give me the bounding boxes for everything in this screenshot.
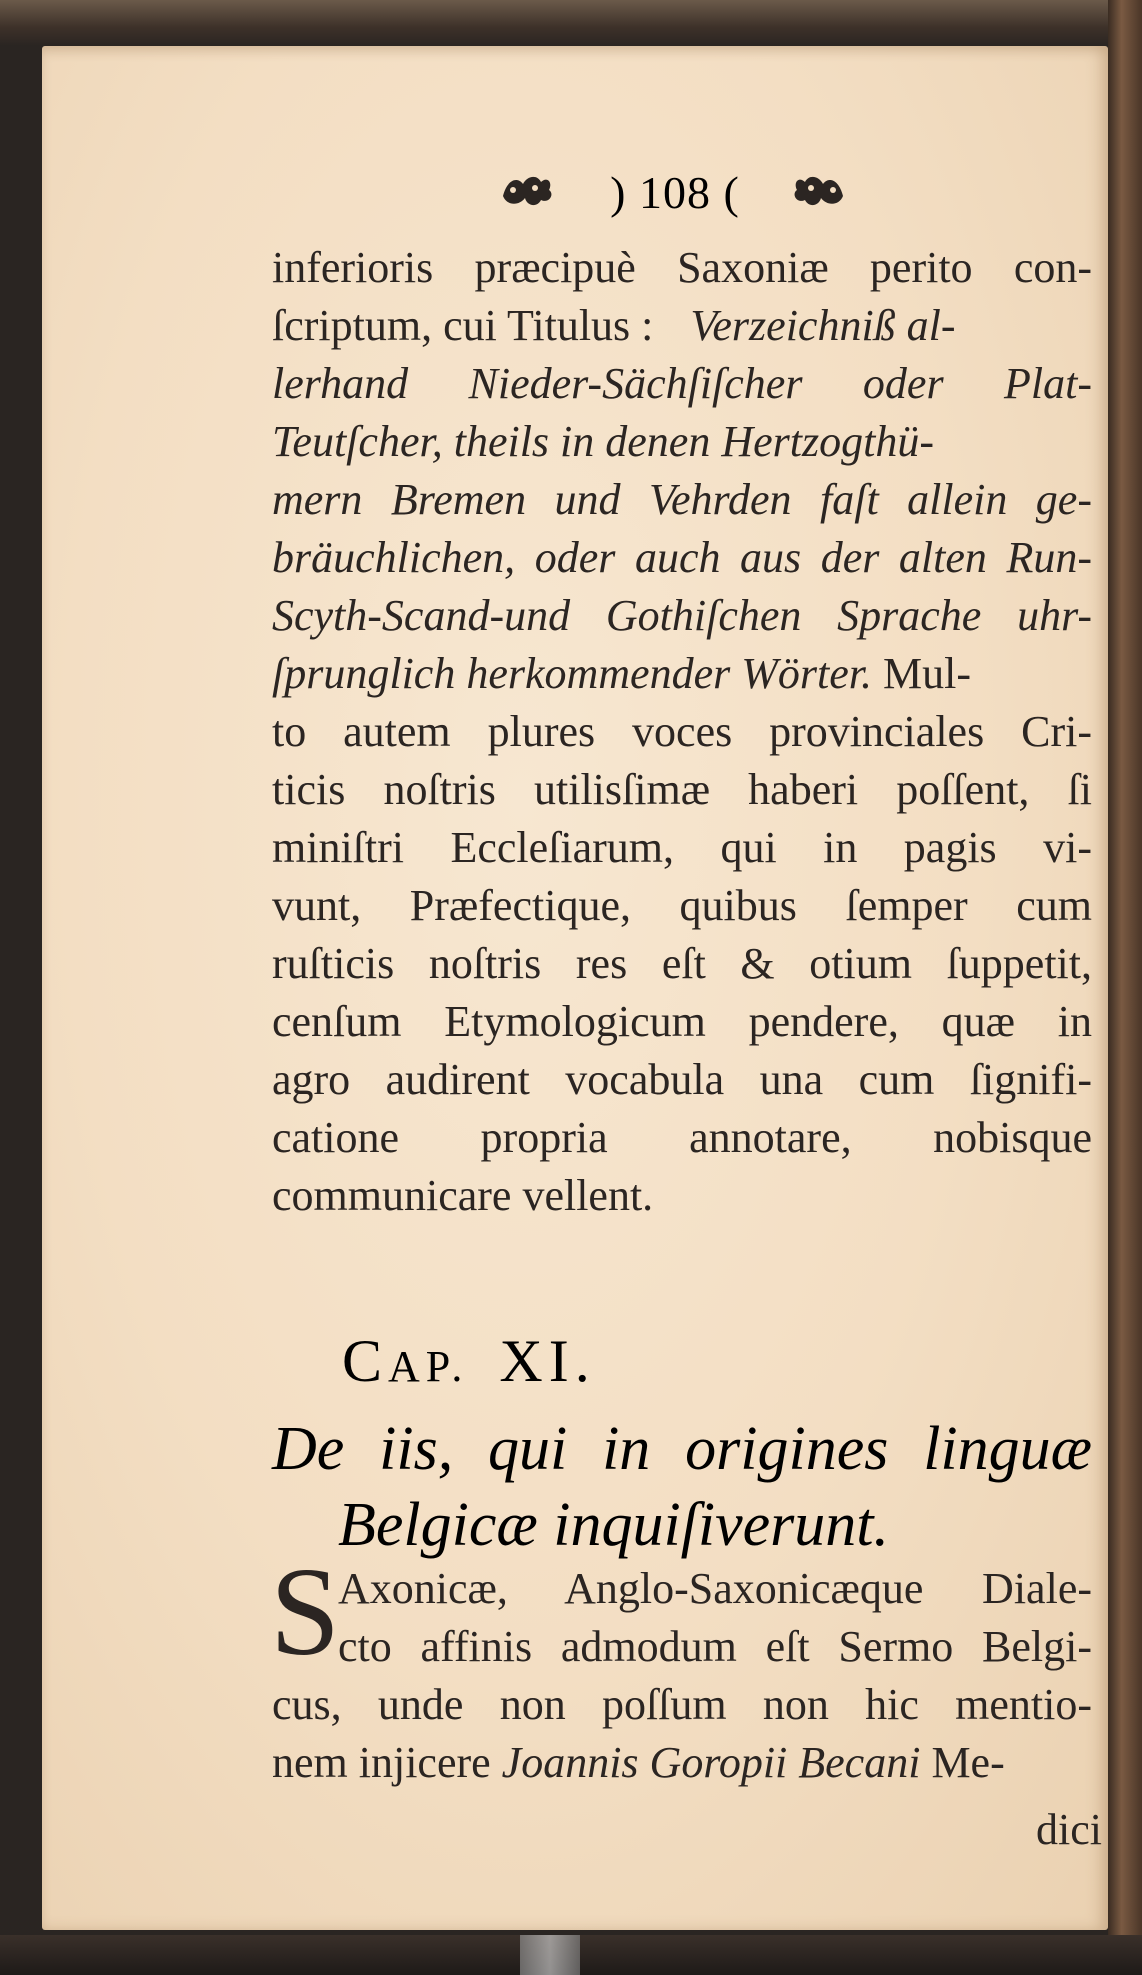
text-line: cto affinis admodum eſt Sermo Belgi- xyxy=(338,1622,1092,1671)
chapter-number: XI. xyxy=(499,1328,596,1394)
text-line-italic: lerhand Nieder-Sächſiſcher oder Plat- xyxy=(272,359,1092,408)
book-page xyxy=(42,46,1108,1930)
text-line: vunt, Præfectique, quibus ſemper cum xyxy=(272,881,1092,930)
chapter-cap-rest: AP. xyxy=(388,1342,469,1391)
text-line-italic: bräuchlichen, oder auch aus der alten Run- xyxy=(272,533,1092,582)
catchword: dici xyxy=(1036,1805,1102,1854)
book-top-edge xyxy=(0,0,1142,46)
text-line: miniſtri Eccleſiarum, qui in pagis vi- xyxy=(272,823,1092,872)
text-line: agro audirent vocabula una cum ſignifi- xyxy=(272,1055,1092,1104)
title-italic-span: Verzeichniß al- xyxy=(690,301,956,350)
author-italic-span: Joannis Goropii Becani xyxy=(501,1738,921,1787)
drop-cap: S xyxy=(270,1543,341,1682)
text-line xyxy=(272,297,1092,355)
text-line-italic: mern Bremen und Vehrden faſt allein ge- xyxy=(272,475,1092,524)
text-line-italic xyxy=(272,413,1092,471)
ribbon-bookmark xyxy=(520,1935,580,1975)
text-line: ruſticis noſtris res eſt & otium ſuppetit, xyxy=(272,939,1092,988)
text-line: cus, unde non poſſum non hic mentio- xyxy=(272,1680,1092,1729)
text-line: cenſum Etymologicum pendere, quæ in xyxy=(272,997,1092,1046)
chapter-heading-line: De iis, qui in origines linguæ xyxy=(272,1415,1092,1483)
text-line: inferioris præcipuè Saxoniæ perito con- xyxy=(272,243,1092,292)
chapter-title xyxy=(342,1321,662,1401)
book-fore-edge xyxy=(1108,0,1142,1975)
page-number: ) 108 ( xyxy=(610,167,740,218)
text-line-italic: Scyth-Scand-und Gothiſchen Sprache uhr- xyxy=(272,591,1092,640)
text-span: Me- xyxy=(920,1738,1005,1787)
text-span: Mul- xyxy=(872,649,972,698)
text-line: to autem plures voces provinciales Cri- xyxy=(272,707,1092,756)
title-italic-span: ſprunglich herkommender Wörter. xyxy=(272,649,873,698)
text-line xyxy=(272,1734,1092,1792)
text-span: , theils in denen Hertzogthü- xyxy=(431,417,934,466)
running-header xyxy=(497,158,897,228)
text-line: communicare vellent. xyxy=(272,1171,654,1220)
chapter-cap-initial: C xyxy=(342,1328,389,1394)
text-line: Axonicæ, Anglo-Saxonicæque Diale- xyxy=(338,1564,1092,1613)
text-span: ſcriptum, cui Titulus : xyxy=(272,301,665,350)
text-line: ticis noſtris utilisſimæ haberi poſſent, ſi xyxy=(272,765,1092,814)
text-span: Teutſcher xyxy=(272,417,432,466)
text-line: catione propria annotare, nobisque xyxy=(272,1113,1092,1162)
fleuron-ornament-icon xyxy=(497,166,557,212)
text-span: nem injicere xyxy=(272,1738,502,1787)
text-line xyxy=(272,645,1092,703)
chapter-heading-line: Belgicæ inquiſiverunt. xyxy=(338,1491,890,1559)
fleuron-ornament-icon xyxy=(789,166,849,212)
